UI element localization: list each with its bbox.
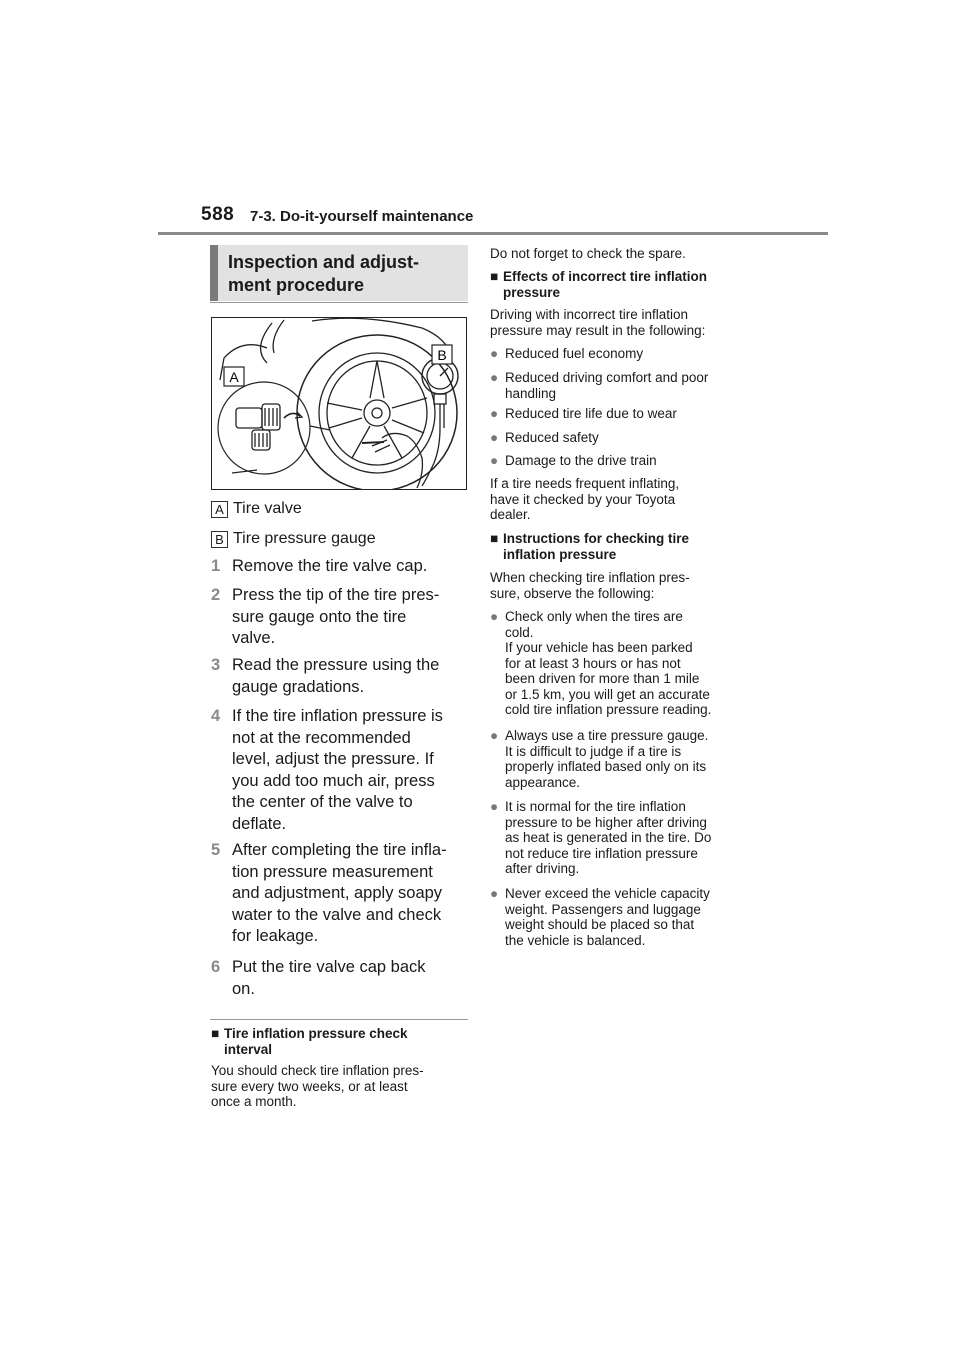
body-line: sure, observe the following: (490, 585, 655, 601)
step-line: If the tire inflation pressure is (232, 707, 443, 725)
step-line: you add too much air, press (232, 771, 435, 790)
bullet-text: Never exceed the vehicle capacity weight. Passengers and luggage weight should be placed so that the vehicle is balanced. (505, 886, 710, 948)
spare-note: Do not forget to check the spare. (490, 246, 686, 261)
step-line: valve. (232, 629, 276, 647)
illustration-label-a: A (229, 369, 239, 385)
effects-bullet (490, 406, 752, 422)
step-line: Read the pressure using the (232, 656, 440, 674)
bullet-text: Always use a tire pressure gauge. It is difficult to judge if a tire is properly inflated based only on its appearance. (505, 728, 709, 790)
body-line: have it checked by your Toyota (490, 491, 676, 507)
bullet-dot-icon: ● (490, 453, 499, 468)
heading-line-2: ment procedure (228, 275, 365, 295)
step-1 (211, 556, 471, 578)
step-line: for leakage. (232, 927, 319, 945)
step-number: 1 (211, 557, 221, 575)
step-line: on. (232, 979, 255, 998)
effects-bullet (490, 430, 752, 446)
square-bullet-icon: ■ (490, 269, 499, 284)
step-6 (211, 957, 471, 1000)
bullet-dot-icon: ● (490, 609, 499, 624)
bullet-dot-icon: ● (490, 370, 499, 385)
bullet-dot-icon: ● (490, 728, 499, 743)
check-interval-body (211, 1063, 473, 1110)
instructions-intro (490, 570, 752, 601)
body-line: pressure may result in the following: (490, 322, 706, 338)
step-number: 5 (211, 841, 221, 859)
body-line: You should check tire inflation pres- (211, 1063, 424, 1078)
heading-line-1: Inspection and adjust- (228, 252, 420, 272)
bullet-text: Reduced safety (505, 430, 599, 445)
step-2 (211, 585, 471, 650)
page-number: 588 (201, 204, 235, 225)
step-line: tion pressure measurement (232, 862, 433, 881)
step-number: 6 (211, 958, 221, 976)
step-4 (211, 706, 471, 835)
section-heading (210, 245, 468, 301)
body-line: Driving with incorrect tire inflation (490, 307, 689, 322)
effects-after (490, 476, 752, 523)
instructions-heading (490, 531, 752, 562)
bullet-text: Reduced tire life due to wear (505, 406, 677, 421)
instructions-bullet (490, 609, 752, 718)
header-divider (158, 232, 828, 235)
step-line: level, adjust the pressure. If (232, 750, 434, 768)
body-line: dealer. (490, 507, 531, 522)
square-bullet-icon: ■ (490, 531, 499, 546)
instructions-bullet (490, 799, 752, 877)
callout-tire-pressure-gauge: Tire pressure gauge (233, 530, 376, 547)
subhead-line: Tire inflation pressure check (224, 1026, 408, 1041)
effects-bullet (490, 370, 752, 401)
effects-intro (490, 307, 752, 338)
subhead-line: pressure (503, 284, 561, 300)
effects-bullet (490, 453, 752, 469)
tire-inspection-illustration (211, 317, 467, 490)
bullet-text: Damage to the drive train (505, 453, 657, 468)
left-divider (210, 1019, 468, 1020)
step-line: and adjustment, apply soapy (232, 884, 443, 902)
bullet-dot-icon: ● (490, 886, 499, 901)
step-3 (211, 655, 471, 698)
bullet-dot-icon: ● (490, 406, 499, 421)
bullet-text: Reduced driving comfort and poor handling (505, 370, 709, 401)
body-line: once a month. (211, 1094, 297, 1109)
step-line: Put the tire valve cap back (232, 958, 426, 976)
bullet-text: Check only when the tires are cold. If your vehicle has been parked for at least 3 hours or has not been driven for more than 1 mile or 1.5 km, you will get an accurate cold tire inflation pressure reading. (505, 609, 712, 717)
step-line: not at the recommended (232, 728, 411, 747)
effects-heading (490, 269, 752, 300)
step-5 (211, 840, 471, 948)
step-number: 2 (211, 586, 221, 604)
check-interval-heading (211, 1026, 471, 1057)
callout-tire-valve: Tire valve (233, 500, 302, 517)
subhead-line: inflation pressure (503, 546, 617, 562)
bullet-text: It is normal for the tire inflation pressure to be higher after driving as heat is generated in the tire. Do not reduce tire inflation pressure after driving. (505, 799, 712, 876)
bullet-text: Reduced fuel economy (505, 346, 644, 361)
step-line: sure gauge onto the tire (232, 607, 407, 626)
callout-badge-b: B (211, 531, 228, 548)
effects-bullet (490, 346, 752, 362)
callout-badge-a: A (211, 501, 228, 518)
step-line: the center of the valve to (232, 793, 413, 811)
tire-gauge-drawing (212, 318, 466, 489)
section-title: 7-3. Do-it-yourself maintenance (250, 208, 474, 225)
body-line: If a tire needs frequent inflating, (490, 476, 680, 491)
body-line: When checking tire inflation pres- (490, 570, 690, 585)
subhead-line: interval (224, 1041, 273, 1057)
bullet-dot-icon: ● (490, 346, 499, 361)
step-line: gauge gradations. (232, 677, 365, 696)
subhead-line: Instructions for checking tire (503, 531, 690, 546)
bullet-dot-icon: ● (490, 430, 499, 445)
body-line: sure every two weeks, or at least (211, 1078, 408, 1094)
instructions-bullet (490, 728, 752, 790)
step-text: Remove the tire valve cap. (232, 557, 428, 575)
step-number: 3 (211, 656, 221, 674)
step-line: water to the valve and check (232, 905, 442, 924)
illustration-label-b: B (437, 347, 447, 363)
heading-divider (210, 302, 468, 303)
subhead-line: Effects of incorrect tire inflation (503, 269, 708, 284)
square-bullet-icon: ■ (211, 1026, 220, 1041)
step-line: Press the tip of the tire pres- (232, 586, 440, 604)
instructions-bullet (490, 886, 752, 948)
step-line: deflate. (232, 814, 287, 833)
bullet-dot-icon: ● (490, 799, 499, 814)
step-number: 4 (211, 707, 221, 725)
step-line: After completing the tire infla- (232, 841, 447, 859)
